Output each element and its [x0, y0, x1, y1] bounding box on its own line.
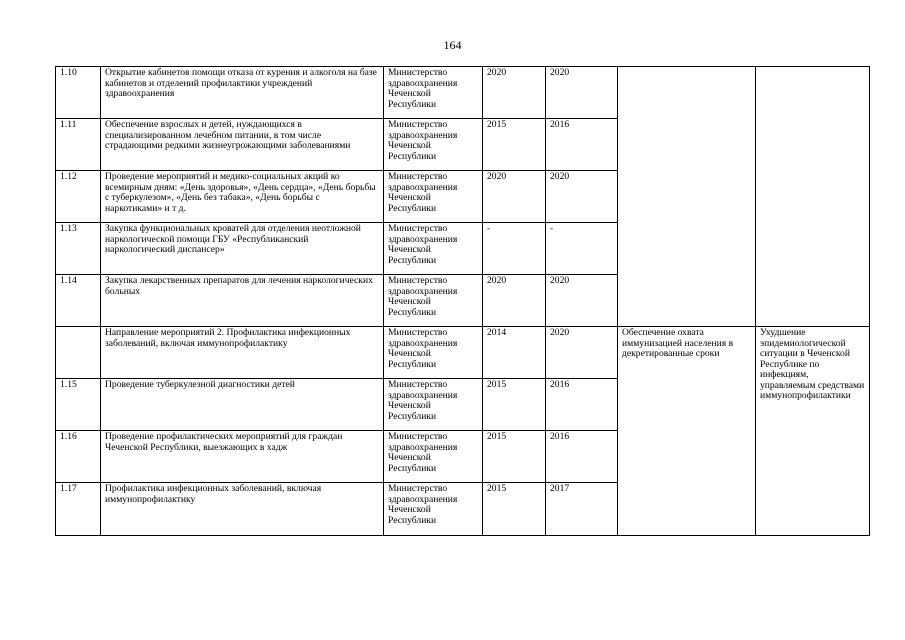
activity-name: Направление мероприятий 2. Профилактика инфекционных заболеваний, включая иммунопрофилактику — [101, 327, 384, 379]
row-number: 1.11 — [56, 119, 101, 171]
start-year: 2015 — [483, 431, 546, 483]
expected-result: Обеспечение охвата иммунизацией населения в декретированные сроки — [618, 327, 756, 536]
page-number: 164 — [443, 38, 462, 52]
end-year: 2017 — [546, 483, 618, 536]
end-year: 2020 — [546, 67, 618, 119]
responsible-executor: Министерство здравоохранения Чеченской Республики — [384, 483, 483, 536]
start-year: 2015 — [483, 119, 546, 171]
expected-result-empty — [618, 67, 756, 327]
end-year: 2020 — [546, 275, 618, 327]
end-year: 2016 — [546, 119, 618, 171]
table-row — [56, 327, 870, 379]
end-year: 2020 — [546, 327, 618, 379]
end-year: 2016 — [546, 379, 618, 431]
activity-name: Обеспечение взрослых и детей, нуждающихся в специализированном лечебном питании, в том числе страдающими редкими жизнеугрожающими заболеваниями — [101, 119, 384, 171]
start-year: 2020 — [483, 67, 546, 119]
start-year: 2020 — [483, 275, 546, 327]
responsible-executor: Министерство здравоохранения Чеченской Республики — [384, 275, 483, 327]
responsible-executor: Министерство здравоохранения Чеченской Республики — [384, 431, 483, 483]
row-number: 1.10 — [56, 67, 101, 119]
start-year: 2014 — [483, 327, 546, 379]
end-year: 2020 — [546, 171, 618, 223]
end-year: 2016 — [546, 431, 618, 483]
row-number: 1.16 — [56, 431, 101, 483]
activity-name: Проведение туберкулезной диагностики детей — [101, 379, 384, 431]
consequence: Ухудшение эпидемиологической ситуации в Чеченской Республике по инфекциям, управляемым средствами иммунопрофилактики — [756, 327, 870, 536]
responsible-executor: Министерство здравоохранения Чеченской Республики — [384, 379, 483, 431]
start-year: 2015 — [483, 379, 546, 431]
row-number — [56, 327, 101, 379]
activity-name: Проведение профилактических мероприятий для граждан Чеченской Республики, выезжающих в хадж — [101, 431, 384, 483]
responsible-executor: Министерство здравоохранения Чеченской Республики — [384, 223, 483, 275]
start-year: - — [483, 223, 546, 275]
consequence-empty — [756, 67, 870, 327]
row-number: 1.15 — [56, 379, 101, 431]
row-number: 1.12 — [56, 171, 101, 223]
start-year: 2015 — [483, 483, 546, 536]
activity-name: Открытие кабинетов помощи отказа от курения и алкоголя на базе кабинетов и отделений профилактики учреждений здравоохранения — [101, 67, 384, 119]
responsible-executor: Министерство здравоохранения Чеченской Республики — [384, 171, 483, 223]
activity-name: Закупка лекарственных препаратов для лечения наркологических больных — [101, 275, 384, 327]
activity-name: Профилактика инфекционных заболеваний, включая иммунопрофилактику — [101, 483, 384, 536]
row-number: 1.17 — [56, 483, 101, 536]
start-year: 2020 — [483, 171, 546, 223]
row-number: 1.14 — [56, 275, 101, 327]
table-row — [56, 67, 870, 119]
activity-name: Проведение мероприятий и медико-социальных акций ко всемирным дням: «День здоровья», «День сердца», «День борьбы с туберкулезом», «День без табака», «День борьбы с наркотиками» и т д. — [101, 171, 384, 223]
end-year: - — [546, 223, 618, 275]
responsible-executor: Министерство здравоохранения Чеченской Республики — [384, 327, 483, 379]
activity-name: Закупка функциональных кроватей для отделения неотложной наркологической помощи ГБУ «Республиканский наркологический диспансер» — [101, 223, 384, 275]
row-number: 1.13 — [56, 223, 101, 275]
responsible-executor: Министерство здравоохранения Чеченской Республики — [384, 67, 483, 119]
responsible-executor: Министерство здравоохранения Чеченской Республики — [384, 119, 483, 171]
activities-table — [55, 66, 870, 536]
